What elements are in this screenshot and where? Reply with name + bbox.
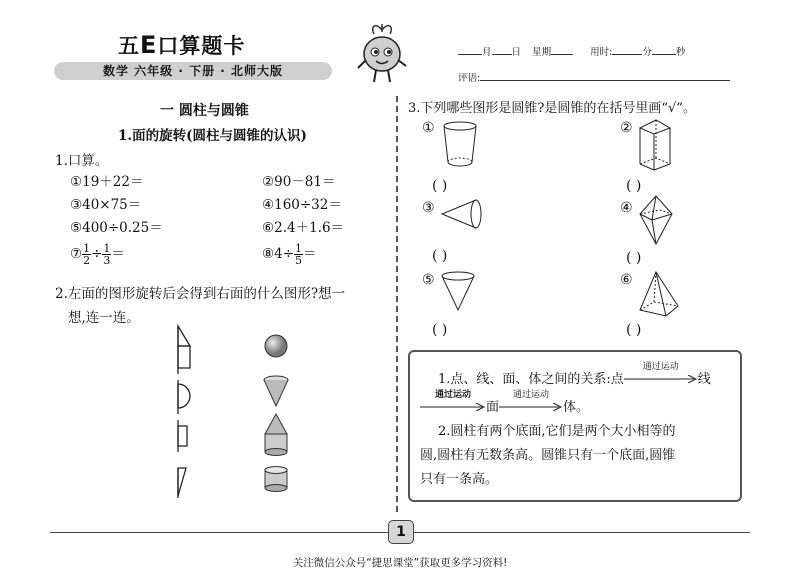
shape-label: ⑤ bbox=[422, 272, 435, 288]
answer-paren[interactable]: ( ) bbox=[626, 250, 642, 266]
cone-inverted-figure bbox=[438, 270, 478, 314]
q1-item: ④160÷32＝ bbox=[262, 197, 342, 213]
subject-ribbon: 数学 六年级 · 下册 · 北师大版 bbox=[54, 62, 332, 80]
frustum-figure bbox=[438, 120, 482, 170]
right-arrow-icon bbox=[499, 403, 563, 411]
q1-item: ①19＋22＝ bbox=[70, 174, 144, 190]
solid-cylinder[interactable] bbox=[265, 467, 287, 492]
comment-line: 评语: bbox=[458, 70, 730, 84]
q1-item-7: ⑦ $\frac{1}{2}$ ÷ $\frac{1}{3}$ ＝ bbox=[70, 242, 125, 267]
shape-label: ① bbox=[422, 120, 435, 136]
note2-line1: 2.圆柱有两个底面,它们是两个大小相等的 bbox=[438, 424, 676, 439]
right-arrow-icon bbox=[624, 375, 698, 383]
right-arrow-icon bbox=[420, 403, 486, 411]
cone-sideways-figure bbox=[438, 196, 484, 232]
q1-title: 1.口算。 bbox=[55, 153, 109, 169]
q1-item: ⑤400÷0.25＝ bbox=[70, 220, 163, 236]
q3-title: 3.下列哪些图形是圆锥?是圆锥的在括号里画“√”。 bbox=[408, 101, 696, 116]
q2-text-line2: 想,连一连。 bbox=[68, 310, 140, 326]
shape-label: ④ bbox=[620, 200, 633, 216]
answer-paren[interactable]: ( ) bbox=[432, 248, 448, 264]
fraction: $\frac{1}{2}$ bbox=[83, 242, 91, 267]
answer-paren[interactable]: ( ) bbox=[432, 322, 448, 338]
answer-paren[interactable]: ( ) bbox=[626, 322, 642, 338]
flat-shape-triangle-rect[interactable] bbox=[178, 326, 190, 374]
shape-label: ③ bbox=[422, 200, 435, 216]
fraction: $\frac{1}{3}$ bbox=[103, 242, 111, 267]
solid-cone[interactable] bbox=[264, 376, 288, 406]
footer-note: 关注微信公众号“捷思课堂”获取更多学习资料! bbox=[292, 557, 508, 569]
note2-line3: 只有一条高。 bbox=[420, 472, 499, 487]
answer-paren[interactable]: ( ) bbox=[626, 178, 642, 194]
flat-shape-rectangle[interactable] bbox=[178, 420, 187, 452]
fraction: $\frac{1}{5}$ bbox=[295, 242, 303, 267]
shape-label: ② bbox=[620, 120, 633, 136]
mascot-icon bbox=[352, 22, 412, 86]
column-divider bbox=[396, 96, 398, 512]
page-number: 1 bbox=[388, 520, 414, 544]
arrow-label: 通过运动 bbox=[624, 362, 698, 387]
brand-letter: E bbox=[140, 31, 158, 59]
q1-item: ②90－81＝ bbox=[262, 174, 336, 190]
flat-shape-semicircle[interactable] bbox=[178, 380, 190, 414]
arrow-label: 通过运动 bbox=[499, 390, 563, 415]
date-line: 月 日 星期 用时: 分 秒 bbox=[458, 44, 685, 58]
answer-paren[interactable]: ( ) bbox=[432, 178, 448, 194]
flat-shape-right-triangle[interactable] bbox=[178, 468, 186, 498]
shape-label: ⑥ bbox=[620, 272, 633, 288]
note1b-line: 通过运动 面 通过运动 体。 bbox=[420, 390, 589, 415]
q2-text-line1: 2.左面的图形旋转后会得到右面的什么图形?想一 bbox=[55, 286, 346, 302]
rotation-matching-figures bbox=[160, 322, 300, 502]
q1-item: ③40×75＝ bbox=[70, 197, 142, 213]
arrow-label: 通过运动 bbox=[420, 390, 486, 415]
brand-title: 五E口算题卡 bbox=[118, 31, 246, 59]
q1-item: ⑥2.4＋1.6＝ bbox=[262, 220, 345, 236]
double-pyramid-figure bbox=[636, 194, 676, 248]
unit-title: 一 圆柱与圆锥 bbox=[160, 103, 249, 119]
solid-sphere[interactable] bbox=[265, 335, 287, 357]
lesson-title: 1.面的旋转(圆柱与圆锥的认识) bbox=[118, 128, 307, 144]
note1-line: 1.点、线、面、体之间的关系:点 通过运动 线 bbox=[438, 362, 711, 387]
pyramid-figure bbox=[636, 270, 682, 320]
solid-cone-on-cylinder[interactable] bbox=[265, 414, 287, 456]
q1-item-8: ⑧4÷ $\frac{1}{5}$ ＝ bbox=[262, 242, 317, 267]
prism-figure bbox=[636, 118, 676, 174]
note2-line2: 圆,圆柱有无数条高。圆锥只有一个底面,圆锥 bbox=[420, 448, 676, 463]
